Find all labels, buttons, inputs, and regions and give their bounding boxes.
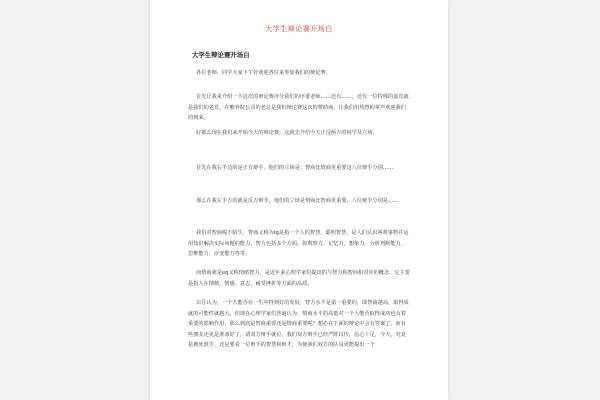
paragraph-iq: 我们对智商呢不陌生，智商又称为iq是指一个人的智慧，聪明智慧、是人们认识客观事物并运用知识解决实际问题的能力、智力包括多个方面，如观察力、记忆力、想象力、分析判断能力、思维能力、应变能力等等。 — [188, 230, 409, 257]
paragraph-affirmative: 首先在我右手边的是正方辩手，他们的立场是：智商比情商更重要这八位辩手分别…… — [196, 165, 394, 171]
paragraph-discussion: 以往认为，一个人能否在一生中得到好的发展，智力水平是第一重要的，即智商越高，取得成就的可能性就越大，但现在心理学家们普遍认为，情商水平的高低对一个人能否取得成功也有着重要的影响作用，那么到底是智商重要还是情商重要呢？想必在下面的辩论中会有答案了，而有些朋友还更是准备好了，请双方辩手就位，我们双方辩手已经严阵以待，信心十足，今天，究竟是鹿死谁手，还是要看一位辩手的智慧和辩才，为使我们双方的队员更能提出一个 — [188, 300, 409, 348]
document-title: 大学生辩论赛开场白 — [265, 25, 333, 33]
paragraph-start: 好那么现在我们来开始今天的辩论赛，这就先介绍今天正反两方的同学及立场。 — [196, 130, 378, 136]
document-page — [150, 0, 448, 400]
paragraph-judges: 首先让我来介绍一下这次的辩论赛评分我们的评委老师……还有……，还有一位特殊的嘉宾就是我们的老党，在赡养院公司的老总是我们辩论赛这次的赞助商，让我们用热烈的掌声欢迎我们的到来。 — [188, 94, 409, 121]
paragraph-eq: 而情商就是eq又称情绪智力，是近年来心理学家们提出的与智力和智商相对应的概念，它主要是指人在情绪、情感、意志、耐受挫折等方面的品质。 — [188, 270, 410, 287]
paragraph-greeting: 各位老师、同学大家下午好欢迎各位来参加我们的辩论赛。 — [196, 70, 331, 76]
document-subtitle: 大学生辩论赛开场白 — [192, 51, 250, 59]
paragraph-negative: 那么在我左手方的就是反方辩手，他们的立场是情商比智商更重要，八位辩手分别是…… — [196, 198, 399, 204]
